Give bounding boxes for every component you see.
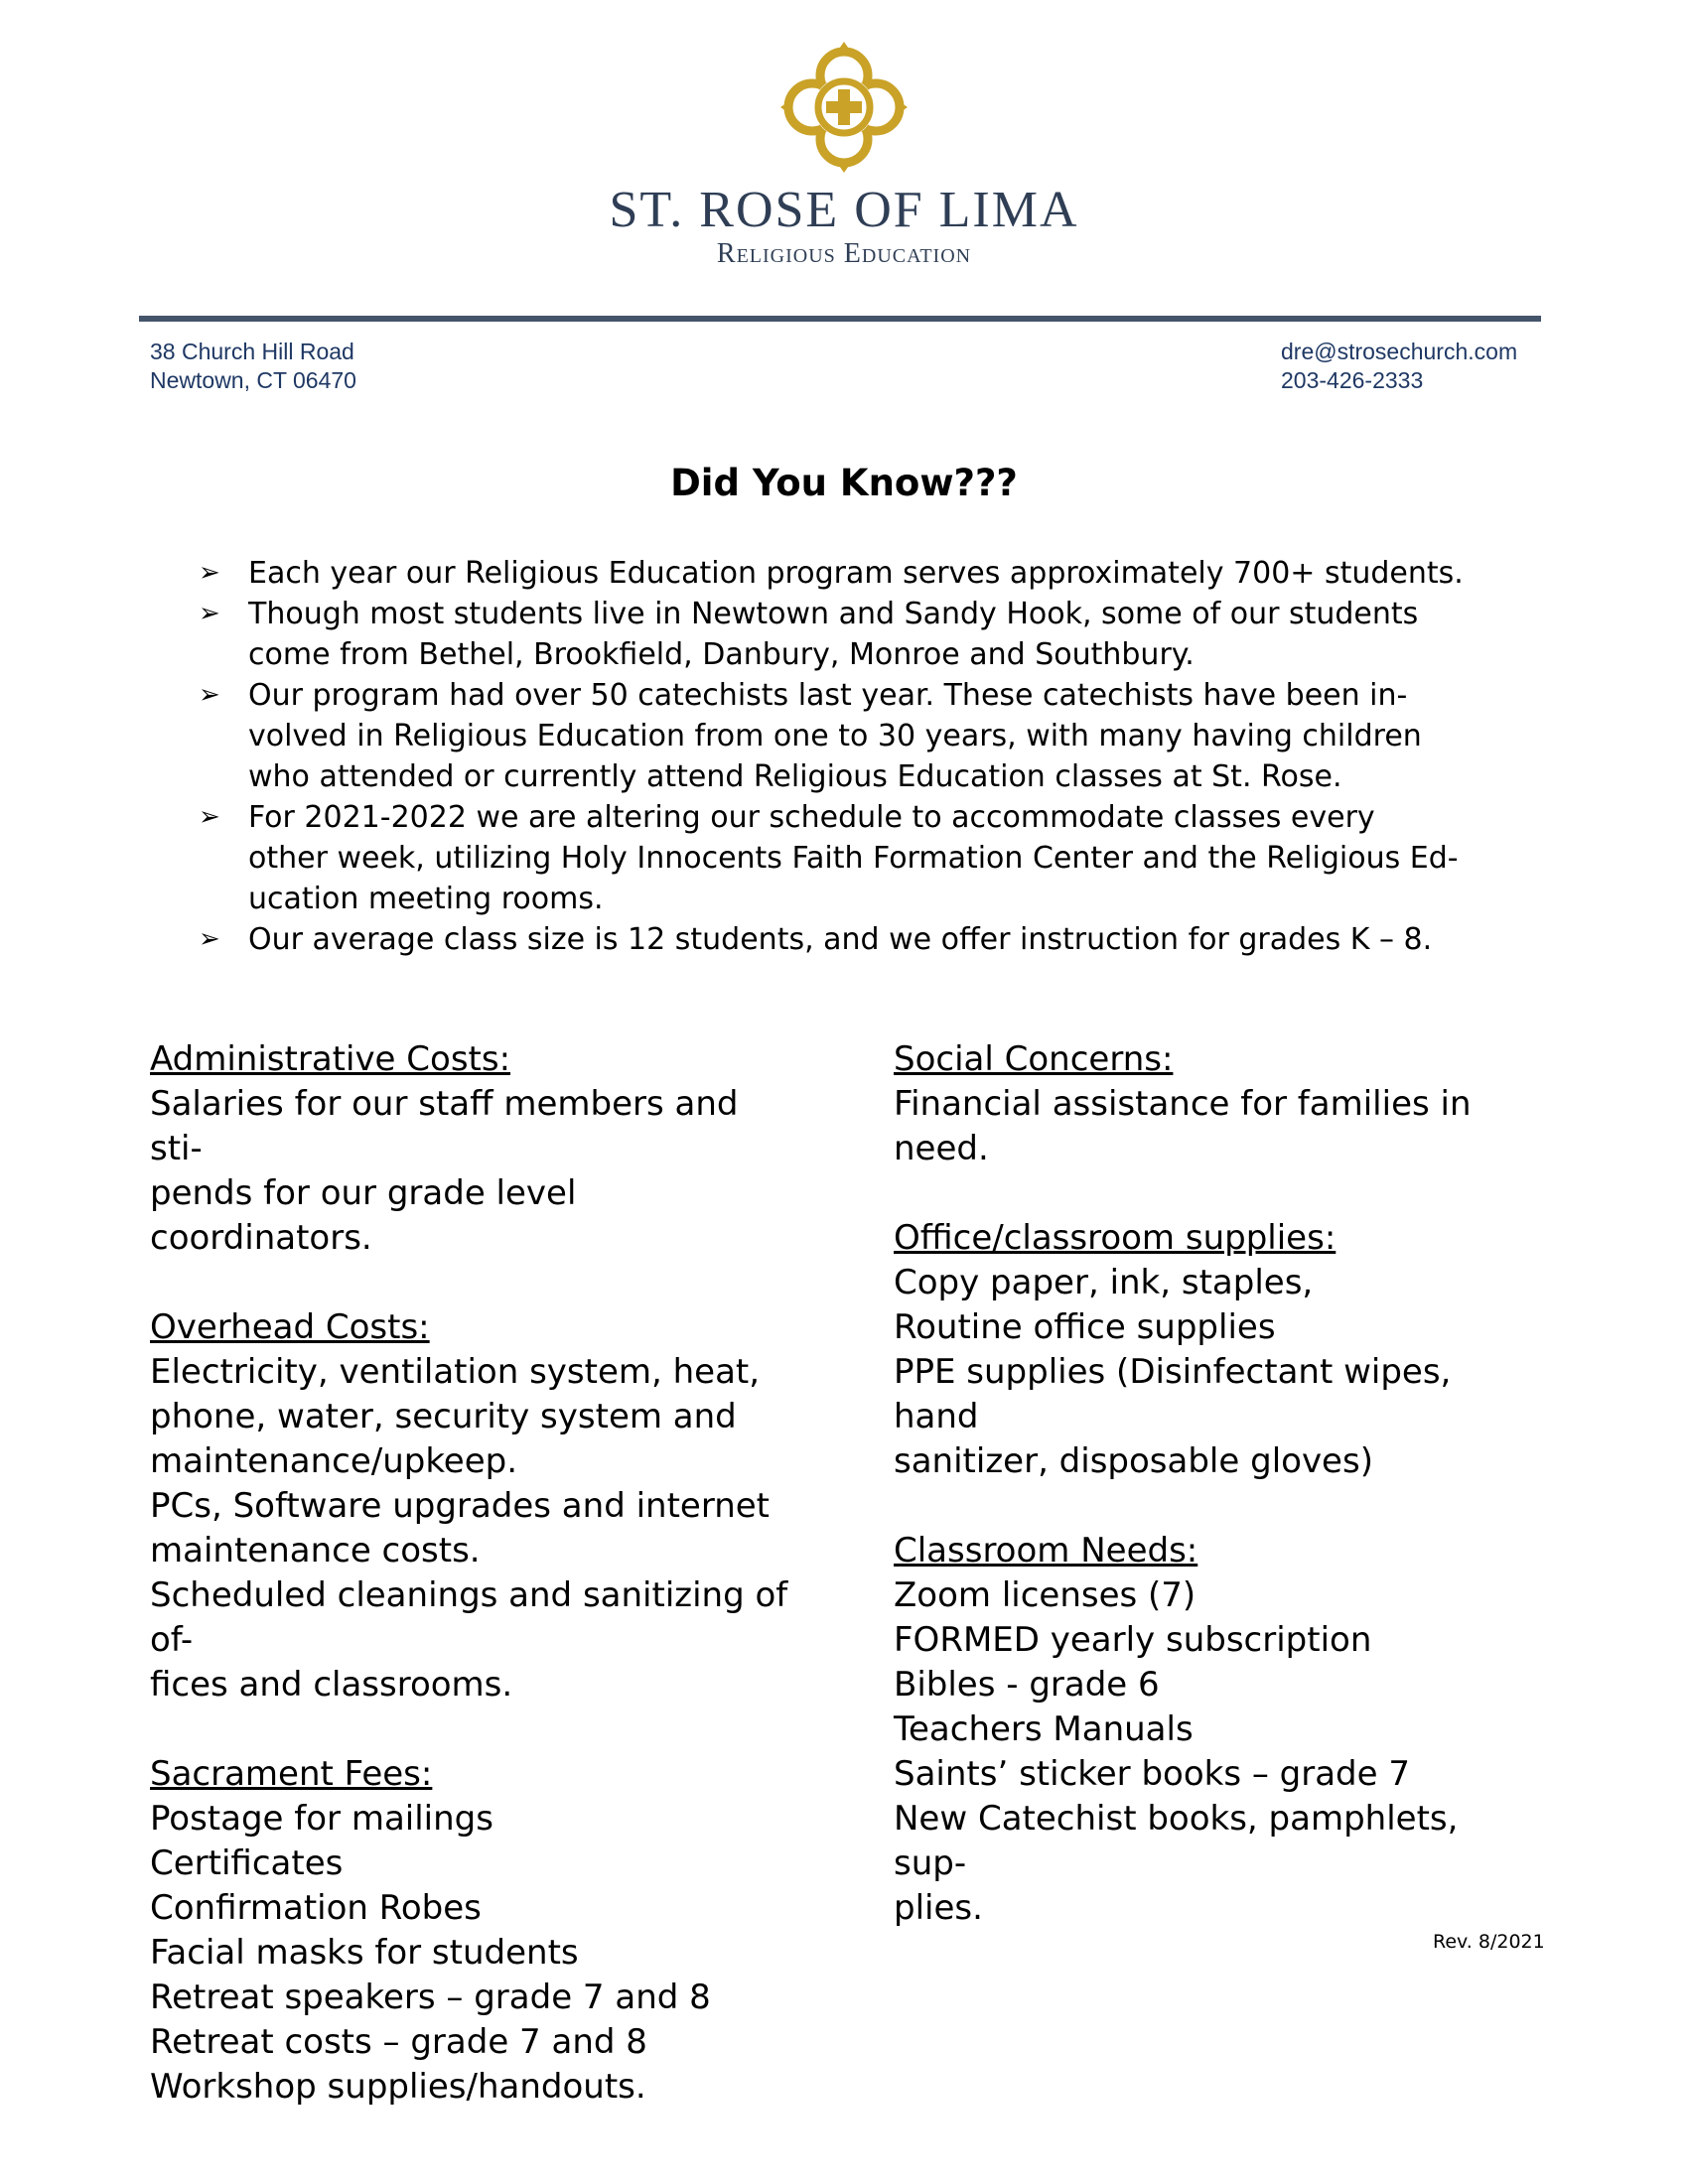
- arrow-bullet-icon: ➢: [199, 558, 220, 588]
- fact-line: who attended or currently attend Religious Education classes at St. Rose.: [248, 759, 1342, 794]
- section-line: Zoom licenses (7): [894, 1575, 1196, 1615]
- section-line: Copy paper, ink, staples,: [894, 1263, 1314, 1302]
- email-address: dre@strosechurch.com: [1281, 339, 1518, 364]
- section-line: Retreat costs – grade 7 and 8: [150, 2022, 647, 2062]
- cost-section: [894, 1216, 1539, 1484]
- section-line: Teachers Manuals: [894, 1709, 1194, 1749]
- section-line: Financial assistance for families in need.: [894, 1084, 1472, 1168]
- fact-line: Our average class size is 12 students, and we offer instruction for grades K – 8.: [248, 922, 1433, 957]
- fact-line: ucation meeting rooms.: [248, 882, 604, 916]
- cost-section: [150, 1037, 795, 1261]
- section-heading: Sacrament Fees:: [150, 1754, 433, 1794]
- section-line: PCs, Software upgrades and internet: [150, 1486, 771, 1526]
- section-line: Facial masks for students: [150, 1933, 579, 1973]
- address-line: 38 Church Hill Road: [150, 339, 354, 364]
- arrow-bullet-icon: ➢: [199, 680, 220, 710]
- section-heading: Social Concerns:: [894, 1039, 1174, 1079]
- section-line: Scheduled cleanings and sanitizing of of-: [150, 1575, 788, 1660]
- fact-line: volved in Religious Education from one to 30 years, with many having children: [248, 719, 1422, 753]
- section-line: Saints’ sticker books – grade 7: [894, 1754, 1410, 1794]
- left-column: [150, 1037, 795, 2154]
- cost-section: [894, 1529, 1539, 1931]
- fact-line: Though most students live in Newtown and Sandy Hook, some of our students: [248, 597, 1419, 631]
- facts-list: [199, 553, 1559, 960]
- section-line: maintenance/upkeep.: [150, 1441, 518, 1481]
- org-name: ST. ROSE OF LIMA: [609, 182, 1079, 238]
- section-line: Routine office supplies: [894, 1307, 1276, 1347]
- address-block: [150, 338, 356, 395]
- cost-section: [150, 1305, 795, 1707]
- section-heading: Administrative Costs:: [150, 1039, 511, 1079]
- section-heading: Classroom Needs:: [894, 1531, 1198, 1570]
- header-divider: [139, 316, 1541, 322]
- page-title: Did You Know???: [670, 462, 1018, 504]
- arrow-bullet-icon: ➢: [199, 599, 220, 628]
- section-line: pends for our grade level coordinators.: [150, 1173, 577, 1258]
- section-line: Postage for mailings: [150, 1799, 493, 1839]
- section-line: Certificates: [150, 1843, 344, 1883]
- fact-item: [199, 797, 1559, 919]
- section-line: plies.: [894, 1888, 983, 1928]
- org-subtitle: Religious Education: [716, 238, 972, 269]
- address-line: Newtown, CT 06470: [150, 367, 356, 393]
- section-line: Retreat speakers – grade 7 and 8: [150, 1978, 711, 2017]
- section-line: Workshop supplies/handouts.: [150, 2067, 646, 2107]
- section-line: PPE supplies (Disinfectant wipes, hand: [894, 1352, 1452, 1436]
- fact-item: [199, 919, 1559, 960]
- section-heading: Office/classroom supplies:: [894, 1218, 1336, 1258]
- cost-section: [894, 1037, 1539, 1171]
- section-line: Confirmation Robes: [150, 1888, 482, 1928]
- section-heading: Overhead Costs:: [150, 1307, 430, 1347]
- arrow-bullet-icon: ➢: [199, 924, 220, 954]
- revision-note: Rev. 8/2021: [1433, 1931, 1545, 1953]
- fact-item: [199, 675, 1559, 797]
- fact-line: come from Bethel, Brookfield, Danbury, Monroe and Southbury.: [248, 637, 1195, 672]
- phone-number: 203-426-2333: [1281, 367, 1424, 393]
- contact-block: [1281, 338, 1517, 395]
- section-line: phone, water, security system and: [150, 1397, 737, 1436]
- fact-line: other week, utilizing Holy Innocents Faith Formation Center and the Religious Ed-: [248, 841, 1459, 876]
- fact-item: [199, 553, 1559, 594]
- section-line: fices and classrooms.: [150, 1665, 513, 1705]
- fact-item: [199, 594, 1559, 675]
- fact-line: For 2021-2022 we are altering our schedule to accommodate classes every: [248, 800, 1375, 835]
- quatrefoil-cross-icon: [779, 38, 909, 177]
- arrow-bullet-icon: ➢: [199, 802, 220, 832]
- right-column: [894, 1037, 1539, 1976]
- section-line: FORMED yearly subscription: [894, 1620, 1372, 1660]
- section-line: Electricity, ventilation system, heat,: [150, 1352, 761, 1392]
- fact-line: Each year our Religious Education program serves approximately 700+ students.: [248, 556, 1464, 591]
- section-line: sanitizer, disposable gloves): [894, 1441, 1373, 1481]
- fact-line: Our program had over 50 catechists last year. These catechists have been in-: [248, 678, 1408, 713]
- logo: [0, 38, 1688, 182]
- section-line: Bibles - grade 6: [894, 1665, 1160, 1705]
- section-line: maintenance costs.: [150, 1531, 481, 1570]
- section-line: Salaries for our staff members and sti-: [150, 1084, 739, 1168]
- section-line: New Catechist books, pamphlets, sup-: [894, 1799, 1459, 1883]
- cost-section: [150, 1752, 795, 2110]
